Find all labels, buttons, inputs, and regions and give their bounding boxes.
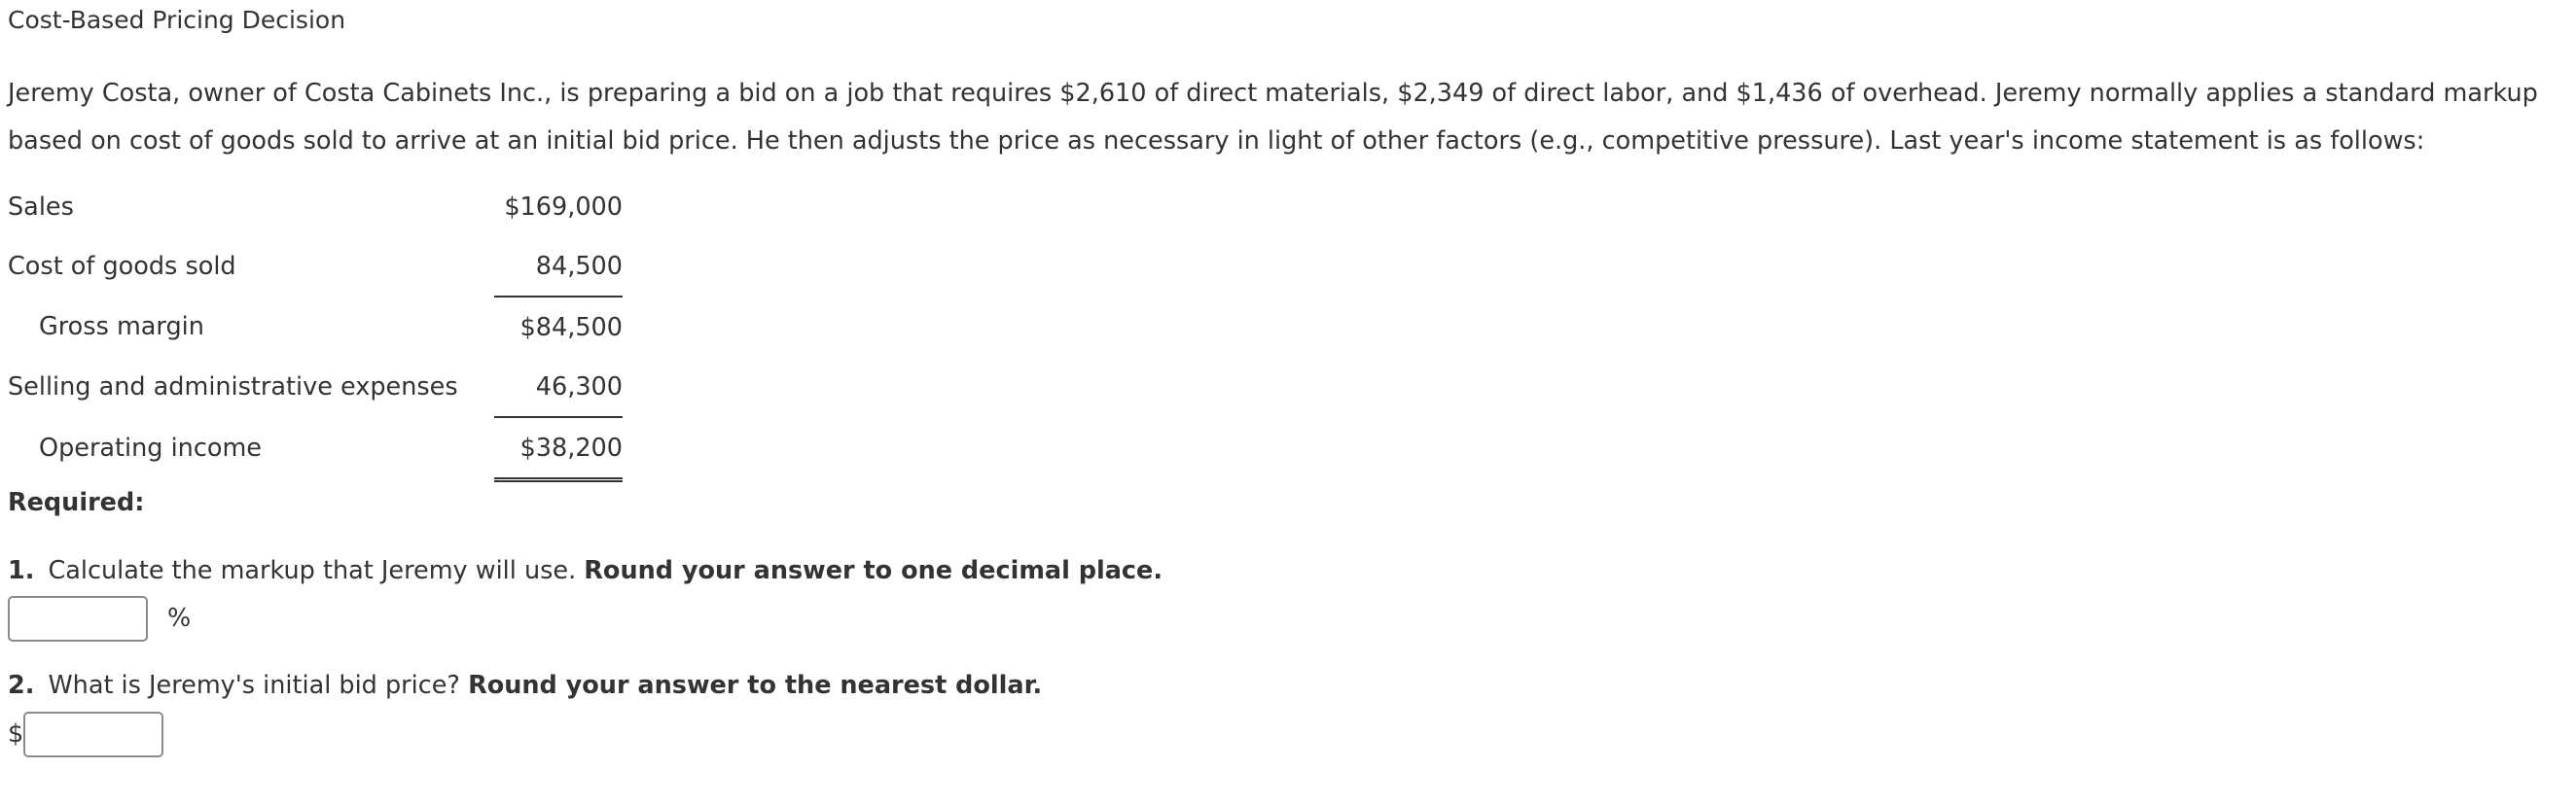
row-label-gross-margin: Gross margin [39,312,204,341]
table-row [8,177,623,236]
table-row [8,236,623,297]
table-row [8,357,623,417]
percent-unit-label: % [167,604,192,633]
income-statement-table [8,177,623,482]
row-amount-gross-margin: $84,500 [519,312,623,342]
row-amount-selling-admin: 46,300 [494,357,623,417]
row-amount-sales: $169,000 [504,192,623,222]
bid-price-answer-input[interactable] [23,712,163,757]
table-row [8,297,623,357]
question-1-text: Calculate the markup that Jeremy will use. [48,556,577,585]
row-label-operating-income: Operating income [39,434,262,464]
problem-description: Jeremy Costa, owner of Costa Cabinets Inc., is preparing a bid on a job that requires $2,610 of direct materials, $2,349 of direct labor, and $1,436 of overhead. Jeremy normally applies a standard markup based on cost of goods sold to arrive at an initial bid price. He then adjusts the price as necessary in light of other factors (e.g., competitive pressure). Last year's income statement is as follows: [8,79,2538,156]
required-heading: Required: [8,488,145,517]
table-row [8,417,623,480]
row-label-cogs: Cost of goods sold [8,252,236,281]
question-2-text: What is Jeremy's initial bid price? [48,671,460,700]
question-1-number: 1. [8,556,35,585]
dollar-unit-label: $ [8,719,24,749]
row-label-sales: Sales [8,192,74,222]
question-2-number: 2. [8,671,35,700]
question-2 [8,671,1042,700]
row-amount-cogs: 84,500 [494,236,623,297]
row-label-selling-admin: Selling and administrative expenses [8,372,458,402]
question-2-instruction: Round your answer to the nearest dollar. [468,671,1043,700]
markup-answer-input[interactable] [8,596,148,642]
page-title: Cost-Based Pricing Decision [8,6,346,34]
question-1 [8,556,1163,585]
row-amount-operating-income: $38,200 [494,417,623,480]
question-1-instruction: Round your answer to one decimal place. [584,556,1163,585]
